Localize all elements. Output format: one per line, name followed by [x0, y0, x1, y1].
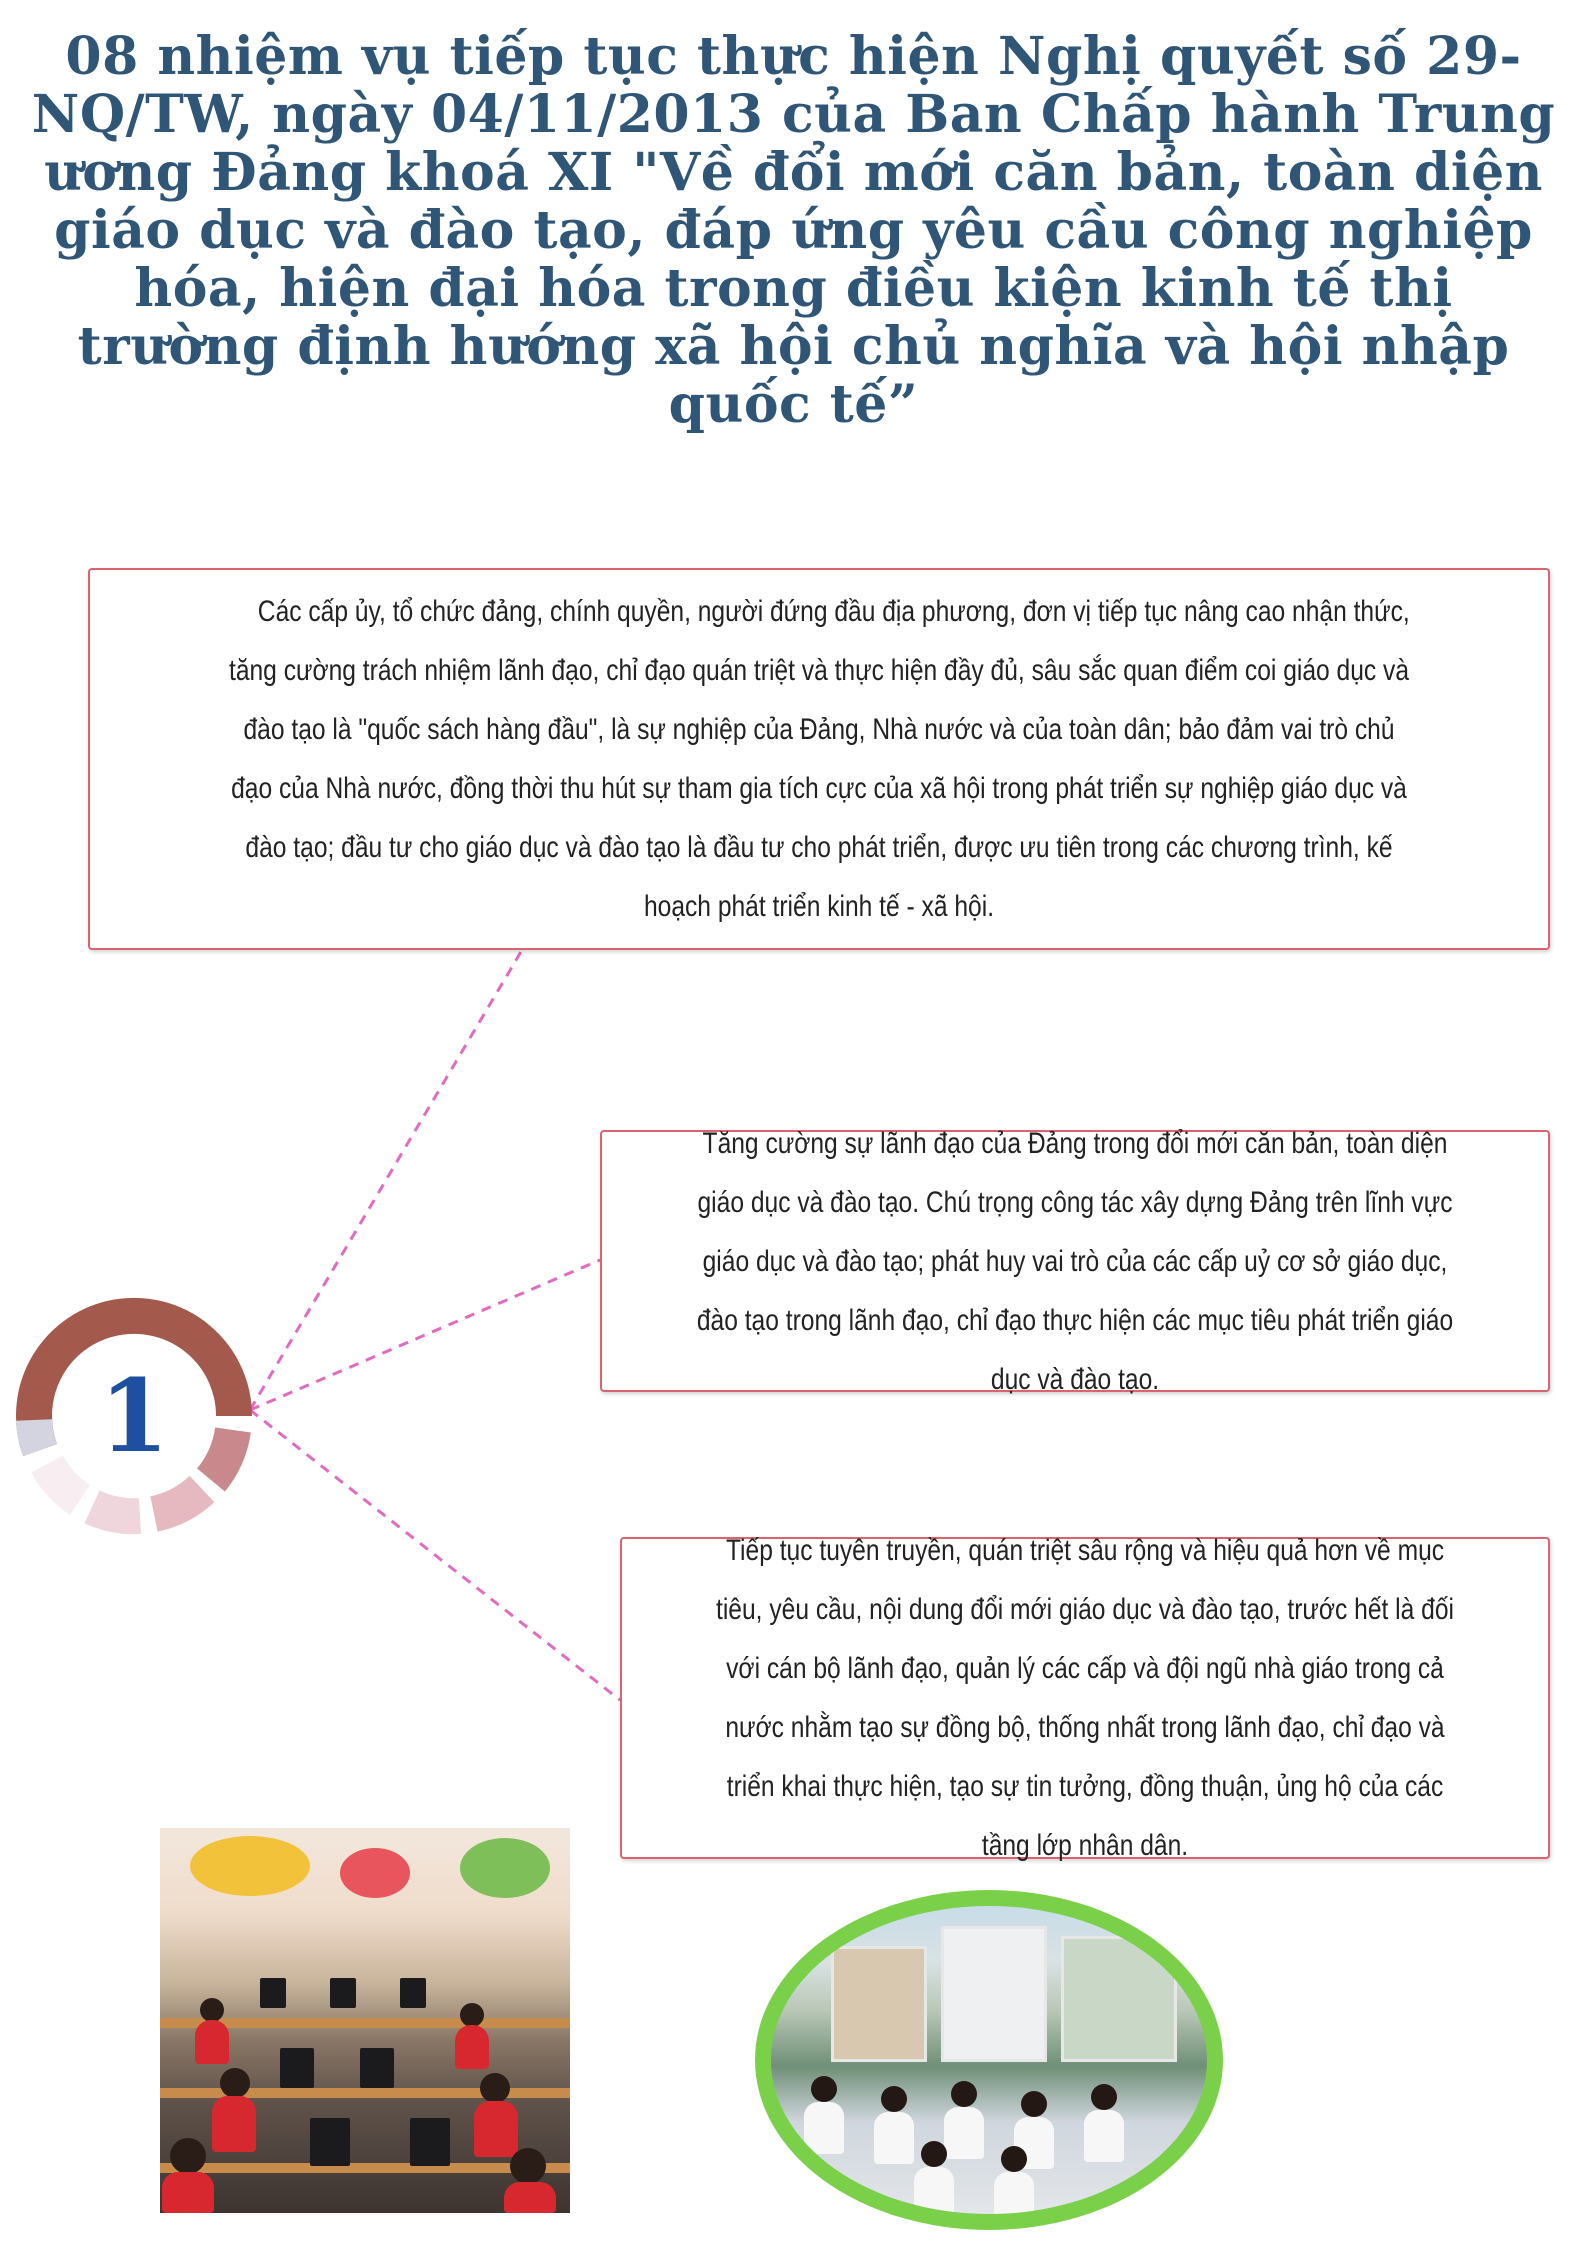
decoration-flower [340, 1848, 410, 1898]
student [195, 2020, 229, 2064]
computer-monitor [410, 2118, 450, 2166]
task-box-1 [88, 568, 1550, 950]
student [504, 2182, 556, 2213]
child [804, 2102, 844, 2154]
task-number: 1 [99, 1357, 169, 1475]
computer-monitor [280, 2048, 314, 2088]
child [874, 2112, 914, 2164]
page-title: 08 nhiệm vụ tiếp tục thực hiện Nghị quyết số 29-NQ/TW, ngày 04/11/2013 của Ban Chấp hành Trung ương Đảng khoá XI "Về đổi mới căn bản, toàn diện giáo dục và đào tạo, đáp ứng yêu cầu công nghiệp hóa, hiện đại hóa trong điều kiện kinh tế thị trường định hướng xã hội chủ nghĩa và hội nhập quốc tế” [31, 26, 1556, 435]
child [944, 2107, 984, 2159]
child [994, 2172, 1034, 2214]
student-head [220, 2068, 250, 2098]
child-head [881, 2086, 907, 2112]
decoration-banner [190, 1836, 310, 1896]
child-head [1001, 2146, 1027, 2172]
task-text-2: Tăng cường sự lãnh đạo của Đảng trong đổi mới căn bản, toàn diện giáo dục và đào tạo. Chú trọng công tác xây dựng Đảng trên lĩnh vực giáo dục và đào tạo; phát huy vai trò của các cấp uỷ cơ sở giáo dục, đào tạo trong lãnh đạo, chỉ đạo thực hiện các mục tiêu phát triển giáo dục và đào tạo. [696, 1126, 1454, 1396]
display-board [1061, 1936, 1177, 2062]
student-head [200, 1998, 224, 2022]
task-box-2 [600, 1126, 1550, 1396]
decoration-tree [460, 1838, 550, 1898]
student [474, 2101, 518, 2157]
desk-row [160, 2163, 570, 2173]
student-head [510, 2148, 546, 2184]
child-head [951, 2081, 977, 2107]
student-head [480, 2073, 510, 2103]
student-head [170, 2138, 206, 2174]
child-head [811, 2076, 837, 2102]
computer-lab-photo [160, 1828, 570, 2213]
student [212, 2096, 256, 2152]
task-text-1: Các cấp ủy, tổ chức đảng, chính quyền, người đứng đầu địa phương, đơn vị tiếp tục nâng cao nhận thức, tăng cường trách nhiệm lãnh đạo, chỉ đạo quán triệt và thực hiện đầy đủ, sâu sắc quan điểm coi giáo dục và đào tạo là "quốc sách hàng đầu", là sự nghiệp của Đảng, Nhà nước và của toàn dân; bảo đảm vai trò chủ đạo của Nhà nước, đồng thời thu hút sự tham gia tích cực của xã hội trong phát triển sự nghiệp giáo dục và đào tạo; đầu tư cho giáo dục và đào tạo là đầu tư cho phát triển, được ưu tiên trong các chương trình, kế hoạch phát triển kinh tế - xã hội. [228, 595, 1410, 923]
library-photo [771, 1906, 1207, 2214]
student [455, 2025, 489, 2069]
computer-monitor [330, 1978, 356, 2008]
computer-monitor [400, 1978, 426, 2008]
library-photo-frame [755, 1890, 1223, 2230]
student-head [460, 2003, 484, 2027]
computer-monitor [260, 1978, 286, 2008]
bookshelf [941, 1926, 1047, 2062]
display-board [831, 1946, 927, 2062]
child-head [921, 2141, 947, 2167]
student [162, 2172, 214, 2213]
connector-line-3 [250, 1410, 620, 1700]
computer-monitor [310, 2118, 350, 2166]
child-head [1021, 2091, 1047, 2117]
connector-line-1 [250, 950, 522, 1410]
computer-monitor [360, 2048, 394, 2088]
child [1084, 2110, 1124, 2162]
child-head [1091, 2084, 1117, 2110]
connector-line-2 [250, 1260, 600, 1410]
child [914, 2167, 954, 2214]
task-text-3: Tiếp tục tuyên truyền, quán triệt sâu rộng và hiệu quả hơn về mục tiêu, yêu cầu, nội dung đổi mới giáo dục và đào tạo, trước hết là đối với cán bộ lãnh đạo, quản lý các cấp và đội ngũ nhà giáo trong cả nước nhằm tạo sự đồng bộ, thống nhất trong lãnh đạo, chỉ đạo và triển khai thực hiện, tạo sự tin tưởng, đồng thuận, ủng hộ của các tầng lớp nhân dân. [716, 1534, 1454, 1862]
task-box-3 [620, 1534, 1550, 1862]
